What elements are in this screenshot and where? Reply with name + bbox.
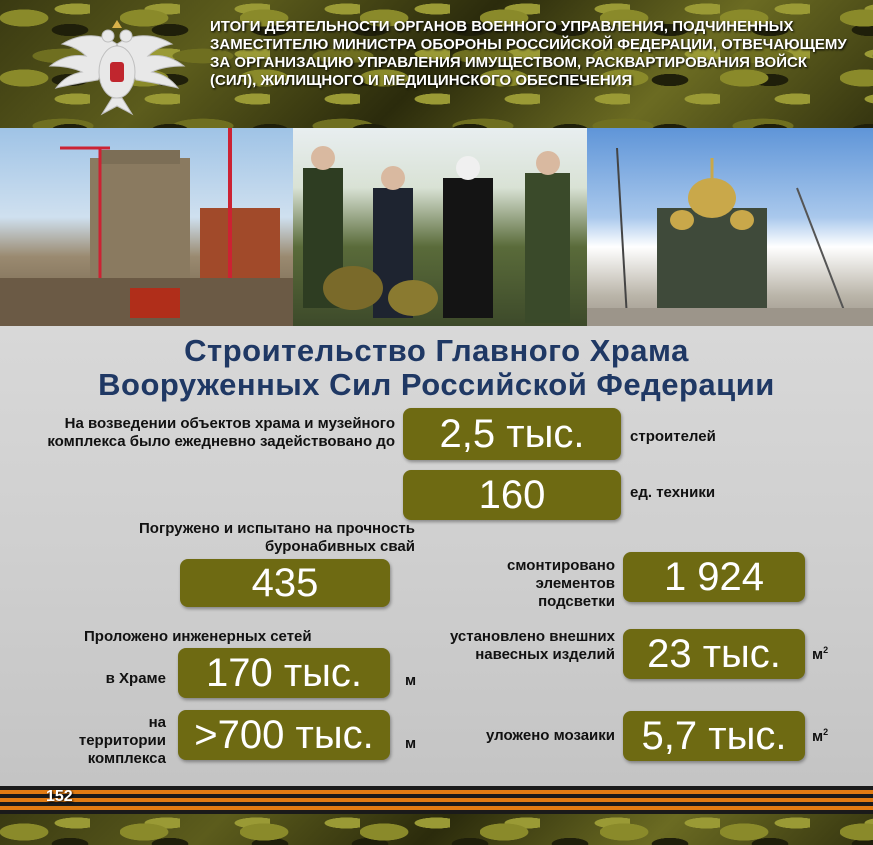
main-title-line1: Строительство Главного Храма (184, 333, 689, 368)
networks-temple-value: 170 тыс. (178, 648, 390, 698)
report-title: ИТОГИ ДЕЯТЕЛЬНОСТИ ОРГАНОВ ВОЕННОГО УПРАВЛЕНИЯ, ПОДЧИНЕННЫХ ЗАМЕСТИТЕЛЮ МИНИСТРА ОБОРОНЫ РОССИЙСКОЙ ФЕДЕРАЦИИ, ОТВЕЧАЮЩЕМУ ЗА ОРГАНИЗАЦИЮ УПРАВЛЕНИЯ ИМУЩЕСТВОМ, РАСКВАРТИРОВАНИЯ ВОЙСК (СИЛ), ЖИЛИЩНОГО И МЕДИЦИНСКОГО ОБЕСПЕЧЕНИЯ (210, 18, 847, 89)
equipment-unit: ед. техники (630, 484, 716, 501)
lighting-value: 1 924 (623, 552, 805, 602)
construction-illustration (0, 128, 293, 326)
cathedral-illustration (587, 128, 873, 326)
networks-temple-label: в Храме (105, 670, 166, 687)
page-number: 152 (46, 788, 73, 805)
facade-unit: $м^2$ (812, 645, 829, 663)
networks-temple-unit: м (405, 672, 417, 689)
st-george-ribbon (0, 786, 873, 814)
networks-territory-value: >700 тыс. (178, 710, 390, 760)
mosaic-value: 5,7 тыс. (623, 711, 805, 761)
facade-label: установлено внешних навесных изделий (449, 628, 615, 663)
double-headed-eagle-emblem-icon (42, 14, 192, 118)
workers-label: На возведении объектов храма и музейного комплекса было ежедневно задействовано до (47, 415, 395, 450)
facade-value: 23 тыс. (623, 629, 805, 679)
footer-banner (0, 814, 873, 845)
piles-label: Погружено и испытано на прочность буронабивных свай (139, 520, 415, 555)
lighting-label: смонтировано элементов подсветки (507, 557, 615, 610)
officials-photo (293, 128, 587, 326)
networks-label: Проложено инженерных сетей (84, 628, 312, 645)
networks-territory-unit: м (405, 735, 417, 752)
workers-value: 2,5 тыс. (403, 408, 621, 460)
officials-illustration (293, 128, 587, 326)
main-title (0, 334, 873, 402)
main-title-line2: Вооруженных Сил Российской Федерации (98, 367, 775, 402)
mosaic-unit: $м^2$ (812, 727, 829, 745)
equipment-value: 160 (403, 470, 621, 520)
workers-unit: строителей (630, 428, 716, 445)
cathedral-photo (587, 128, 873, 326)
piles-value: 435 (180, 559, 390, 607)
networks-territory-label: на территории комплекса (78, 714, 166, 767)
photo-strip (0, 128, 873, 326)
header-banner (0, 0, 873, 128)
mosaic-label: уложено мозаики (485, 727, 615, 744)
construction-photo (0, 128, 293, 326)
